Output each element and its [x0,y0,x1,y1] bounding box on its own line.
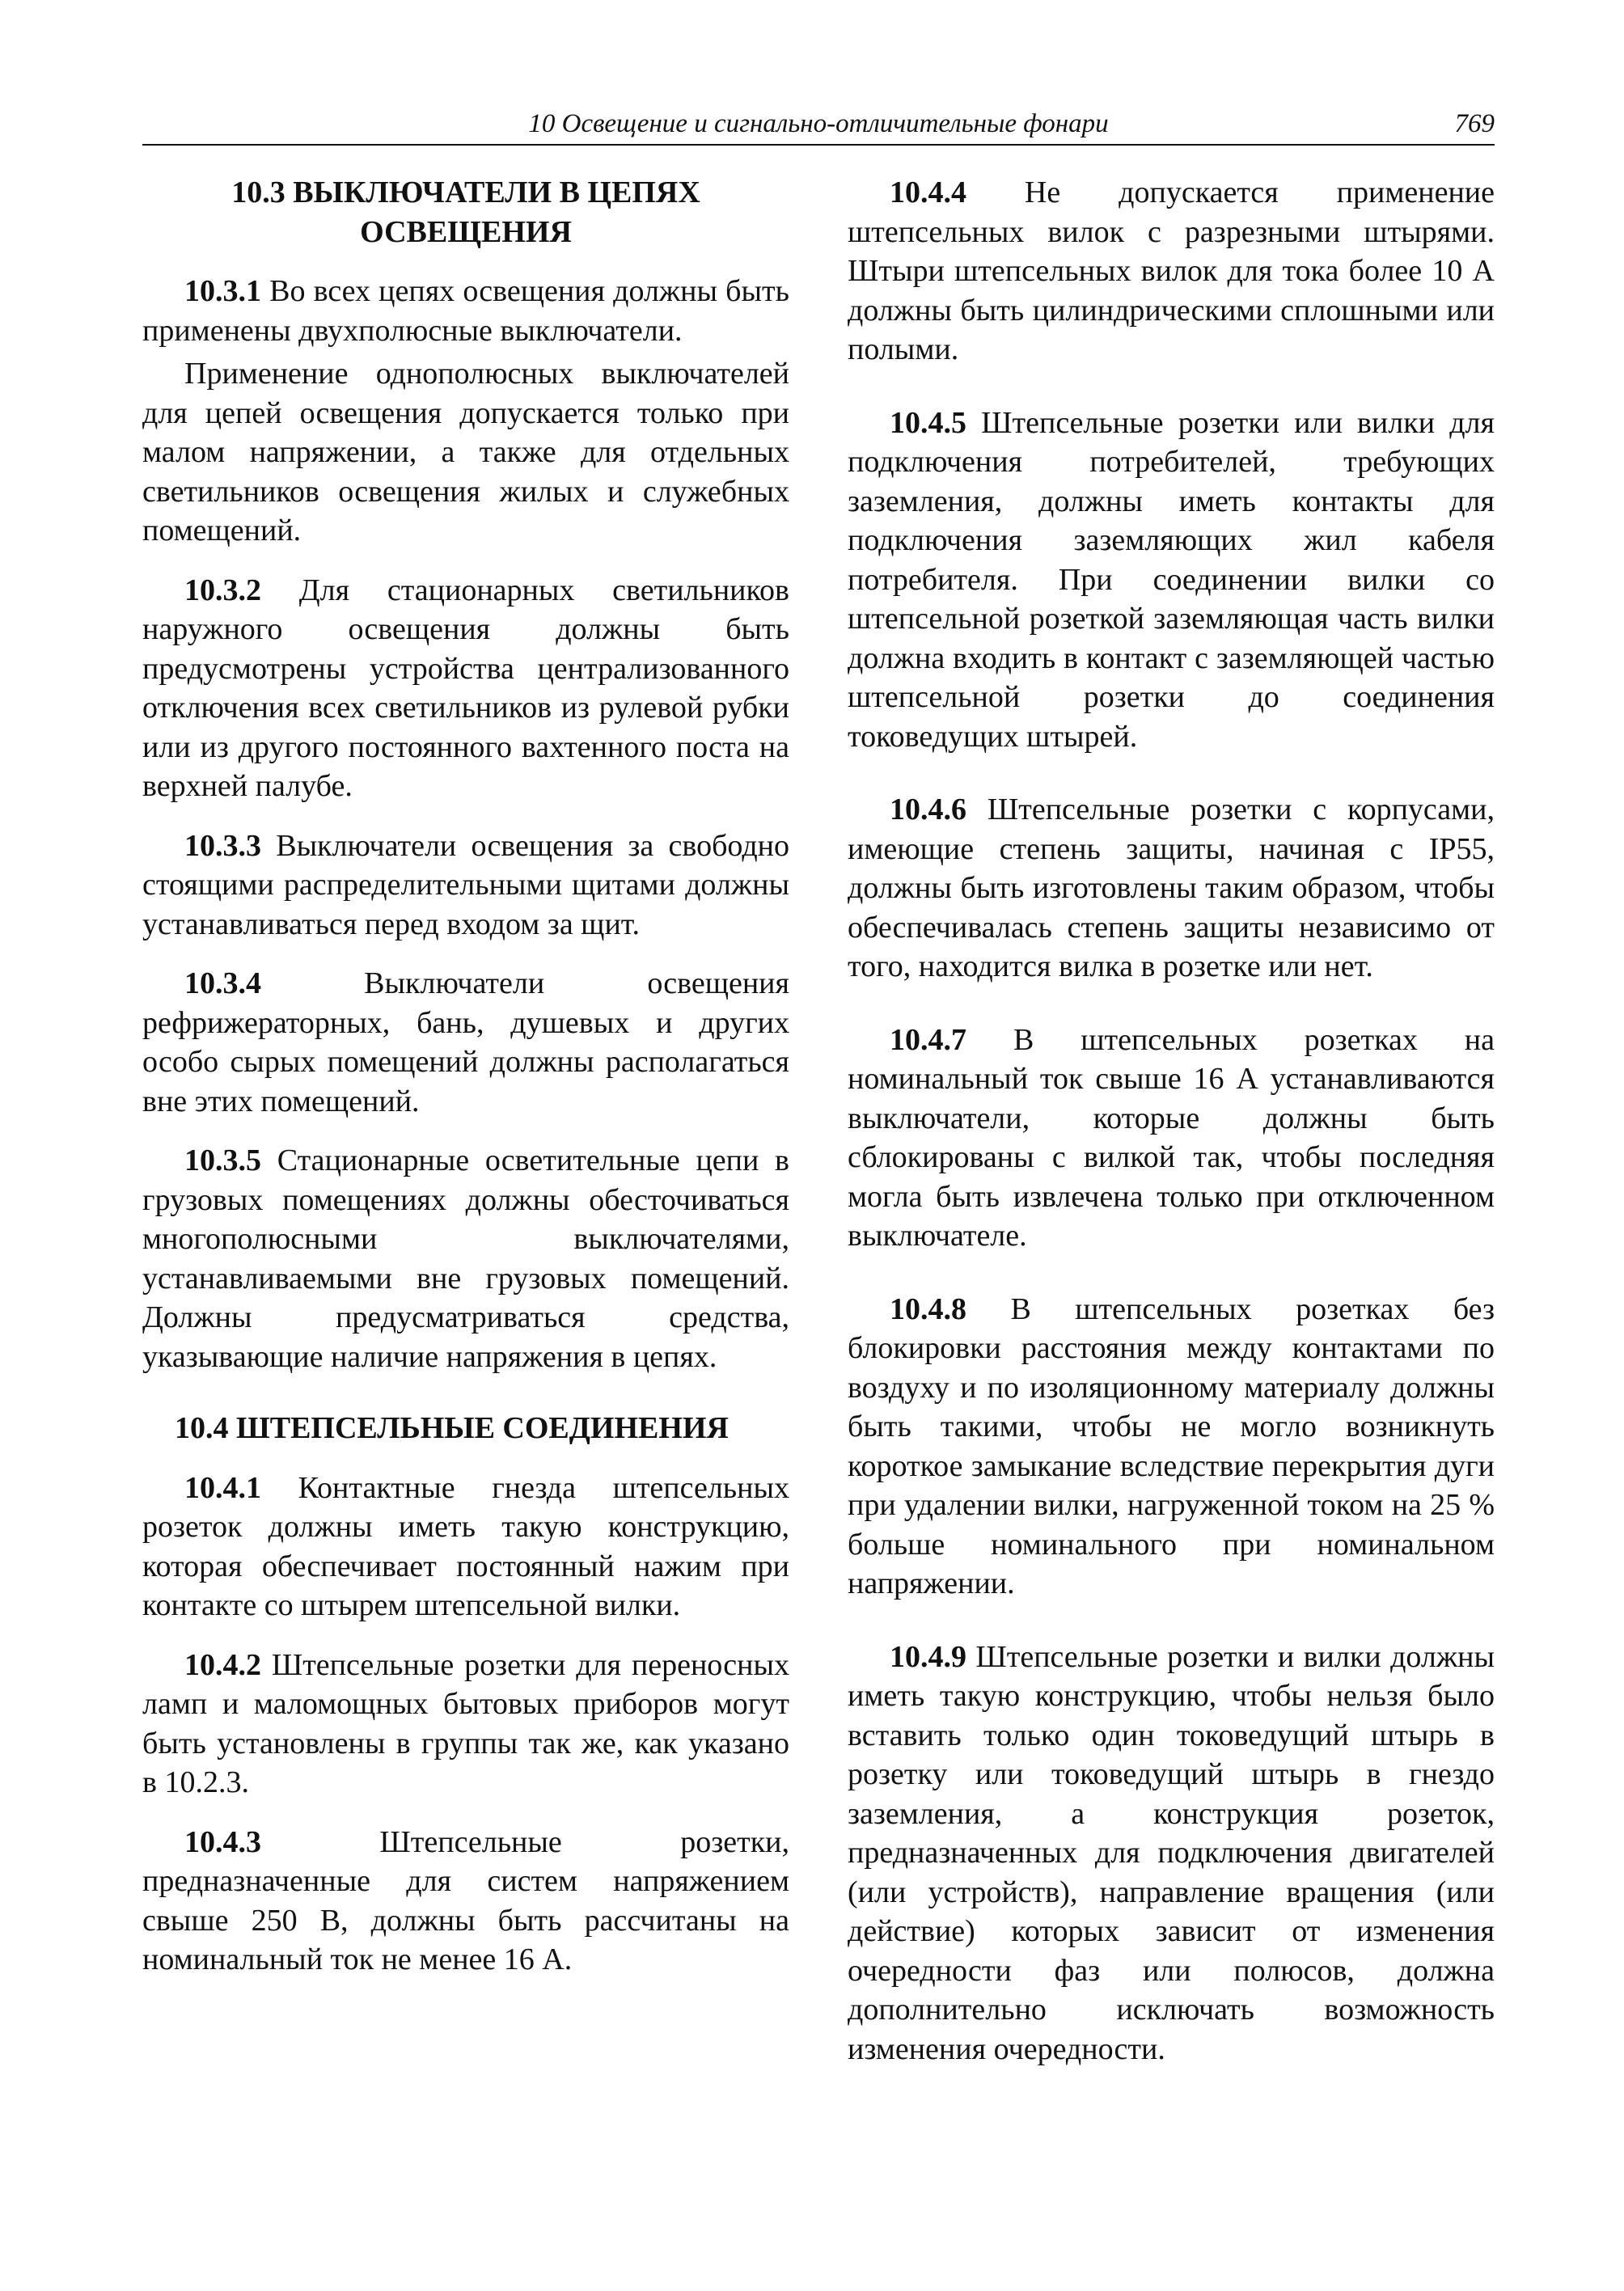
clause-number: 10.3.5 [184,1143,261,1177]
clause-text: В штепсельных розетках на номинальный ток свыше 16 А устанавливаются выключатели, которые должны быть сблокированы с вилкой так, чтобы последняя могла быть извлечена только при отключенном выключателе. [848,1022,1495,1253]
paragraph-10-3-4 [142,964,789,1121]
clause-number: 10.4.4 [890,175,966,209]
right-column [848,173,1495,2103]
clause-number: 10.3.1 [184,274,261,308]
paragraph-10-4-7 [848,1021,1495,1256]
paragraph-10-4-3 [142,1823,789,1980]
page-number: 769 [1454,109,1495,138]
paragraph-10-4-6 [848,790,1495,987]
clause-number: 10.4.9 [890,1639,966,1674]
clause-number: 10.3.3 [184,828,261,863]
paragraph-10-4-9 [848,1638,1495,2069]
paragraph-10-4-8 [848,1290,1495,1604]
paragraph-10-4-1 [142,1469,789,1625]
clause-number: 10.4.1 [184,1470,261,1505]
clause-text: Штепсельные розетки и вилки должны иметь такую конструкцию, чтобы нельзя было вставить только один токоведущий штырь в розетку или токоведущий штырь в гнездо заземления, а конструкция розеток, предназначенных для подключения двигателей (или устройств), направление вращения (или действие) которых зависит от изменения очередности фаз или полюсов, должна дополнительно исключать возможность изменения очередности. [848,1639,1495,2066]
clause-number: 10.4.7 [890,1022,966,1057]
clause-number: 10.3.2 [184,573,261,607]
clause-number: 10.4.2 [184,1647,261,1682]
clause-text: Не допускается применение штепсельных вилок с разрезными штырями. Штыри штепсельных вилок для тока более 10 А должны быть цилиндрическими сплошными или полыми. [848,175,1495,366]
paragraph-10-4-2 [142,1646,789,1803]
clause-number: 10.3.4 [184,966,261,1000]
clause-number: 10.4.8 [890,1291,966,1326]
section-10-4-title: 10.4 ШТЕПСЕЛЬНЫЕ СОЕДИНЕНИЯ [175,1411,729,1445]
clause-text: Штепсельные розетки или вилки для подключения потребителей, требующих заземления, должны иметь контакты для подключения заземляющих жил кабеля потребителя. При соединении вилки со штепсельной розеткой заземляющая часть вилки должна входить в контакт с заземляющей частью штепсельной розетки до соединения токоведущих штырей. [848,405,1495,754]
clause-text: Штепсельные розетки, предназначенные для систем напряжением свыше 250 В, должны быть рассчитаны на номинальный ток не менее 16 А. [142,1824,789,1976]
clause-text: Штепсельные розетки для переносных ламп и маломощных бытовых приборов могут быть установлены в группы так же, как указано в 10.2.3. [142,1647,789,1799]
paragraph-10-3-3 [142,826,789,945]
paragraph-10-3-2 [142,571,789,806]
clause-number: 10.4.6 [890,793,966,826]
clause-text: Для стационарных светильников наружного освещения должны быть предусмотрены устройства централизованного отключения всех светильников из рулевой рубки или из другого постоянного вахтенного поста на верхней палубе. [142,573,789,803]
paragraph-10-4-4 [848,173,1495,370]
paragraph-10-3-1-continued: Применение однополюсных выключателей для цепей освещения допускается только при малом напряжении, а также для отдельных светильников освещения жилых и служебных помещений. [142,357,789,547]
clause-text: Штепсельные розетки с корпусами, имеющие степень защиты, начиная с IP55, должны быть изготовлены таким образом, чтобы обеспечивалась степень защиты независимо от того, находится вилка в розетке или нет. [848,793,1495,983]
running-header-title: 10 Освещение и сигнально-отличительные фонари [528,109,1109,138]
clause-text: Выключатели освещения рефрижераторных, бань, душевых и других особо сырых помещений должны располагаться вне этих помещений. [142,966,789,1118]
clause-text: Контактные гнезда штепсельных розеток должны иметь такую конструкцию, которая обеспечивает постоянный нажим при контакте со штырем штепсельной вилки. [142,1470,789,1622]
left-column [142,173,789,2000]
section-10-3-title: 10.3 ВЫКЛЮЧАТЕЛИ В ЦЕПЯХ ОСВЕЩЕНИЯ [231,175,700,249]
paragraph-10-3-1 [142,272,789,350]
clause-text: Во всех цепях освещения должны быть применены двухполюсные выключатели. [142,274,789,348]
clause-text: Стационарные осветительные цепи в грузовых помещениях должны обесточиваться многополюсными выключателями, устанавливаемыми вне грузовых помещений. Должны предусматриваться средства, указывающие наличие напряжения в цепях. [142,1143,789,1374]
clause-number: 10.4.3 [184,1824,261,1859]
running-header [142,104,1495,146]
clause-text: В штепсельных розетках без блокировки расстояния между контактами по воздуху и по изоляционному материалу должны быть такими, чтобы не могло возникнуть короткое замыкание вследствие перекрытия дуги при удалении вилки, нагруженной током на 25 % больше номинального при номинальном напряжении. [848,1291,1495,1600]
clause-number: 10.4.5 [890,405,966,440]
paragraph-10-4-5 [848,404,1495,757]
paragraph-10-3-5 [142,1141,789,1376]
clause-text: Выключатели освещения за свободно стоящими распределительными щитами должны устанавливаться перед входом за щит. [142,828,789,941]
